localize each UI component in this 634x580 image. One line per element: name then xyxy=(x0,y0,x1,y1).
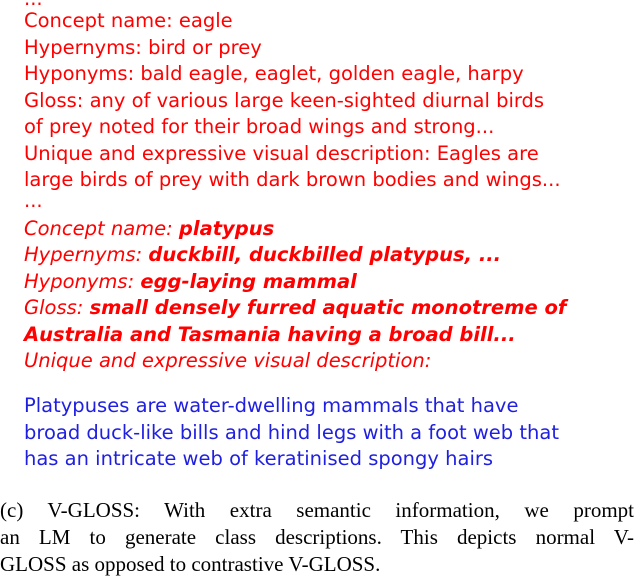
example-hypernyms-line xyxy=(24,35,624,62)
query-concept-line xyxy=(24,216,624,243)
example-visual-line-2: large birds of prey with dark brown bodies and wings... xyxy=(24,168,561,191)
example-hyponyms-label: Hyponyms: xyxy=(24,62,135,85)
query-visual-label: Unique and expressive visual description: xyxy=(24,349,432,372)
example-visual-line-1 xyxy=(24,141,624,168)
example-concept-value: eagle xyxy=(178,9,233,32)
answer-line-2: broad duck-like bills and hind legs with a foot web that xyxy=(24,420,559,444)
caption-line-2: an LM to generate class descriptions. This depicts normal V- xyxy=(0,525,634,549)
example-gloss-text-1: any of various large keen-sighted diurnal birds xyxy=(89,88,545,112)
example-visual-text-1: Eagles are xyxy=(436,141,539,165)
example-concept-label: Concept name: xyxy=(24,9,173,32)
query-hypernyms-line xyxy=(24,242,624,269)
query-gloss-line-2 xyxy=(24,322,624,349)
example-hyponyms-line xyxy=(24,61,624,88)
generated-description xyxy=(24,392,624,472)
query-gloss-line-1 xyxy=(24,295,624,322)
answer-line-3: has an intricate web of keratinised spongy hairs xyxy=(24,447,494,470)
example-hyponyms-value: bald eagle, eaglet, golden eagle, harpy xyxy=(140,62,524,85)
example-hypernyms-value: bird or prey xyxy=(148,35,262,59)
query-hypernyms-value: duckbill, duckbilled platypus, ... xyxy=(148,243,502,266)
query-hyponyms-value: egg-laying mammal xyxy=(140,269,357,293)
caption-line-1: (c) V-GLOSS: With extra semantic information, we prompt xyxy=(0,498,634,522)
example-gloss-label: Gloss: xyxy=(24,88,84,112)
query-hypernyms-label: Hypernyms: xyxy=(24,243,143,266)
example-visual-label: Unique and expressive visual description: xyxy=(24,141,431,165)
example-concept-line xyxy=(24,8,624,35)
query-hyponyms-label: Hyponyms: xyxy=(24,269,135,293)
ellipsis-mid: ... xyxy=(24,188,43,212)
figure-caption xyxy=(0,497,634,578)
query-gloss-label: Gloss: xyxy=(24,296,84,319)
prompt-block xyxy=(24,0,624,375)
answer-line-1: Platypuses are water-dwelling mammals that have xyxy=(24,394,519,417)
query-concept-value: platypus xyxy=(178,216,275,240)
ellipsis-top xyxy=(24,0,624,8)
query-gloss-text-2: Australia and Tasmania having a broad bill... xyxy=(24,322,516,346)
example-hypernyms-label: Hypernyms: xyxy=(24,35,142,59)
query-gloss-text-1: small densely furred aquatic monotreme of xyxy=(89,296,567,319)
example-gloss-line-2: of prey noted for their broad wings and strong... xyxy=(24,115,495,138)
example-gloss-line-1 xyxy=(24,88,624,115)
query-concept-label: Concept name: xyxy=(24,216,173,240)
query-hyponyms-line xyxy=(24,269,624,296)
caption-line-3: GLOSS as opposed to contrastive V-GLOSS. xyxy=(0,552,381,576)
